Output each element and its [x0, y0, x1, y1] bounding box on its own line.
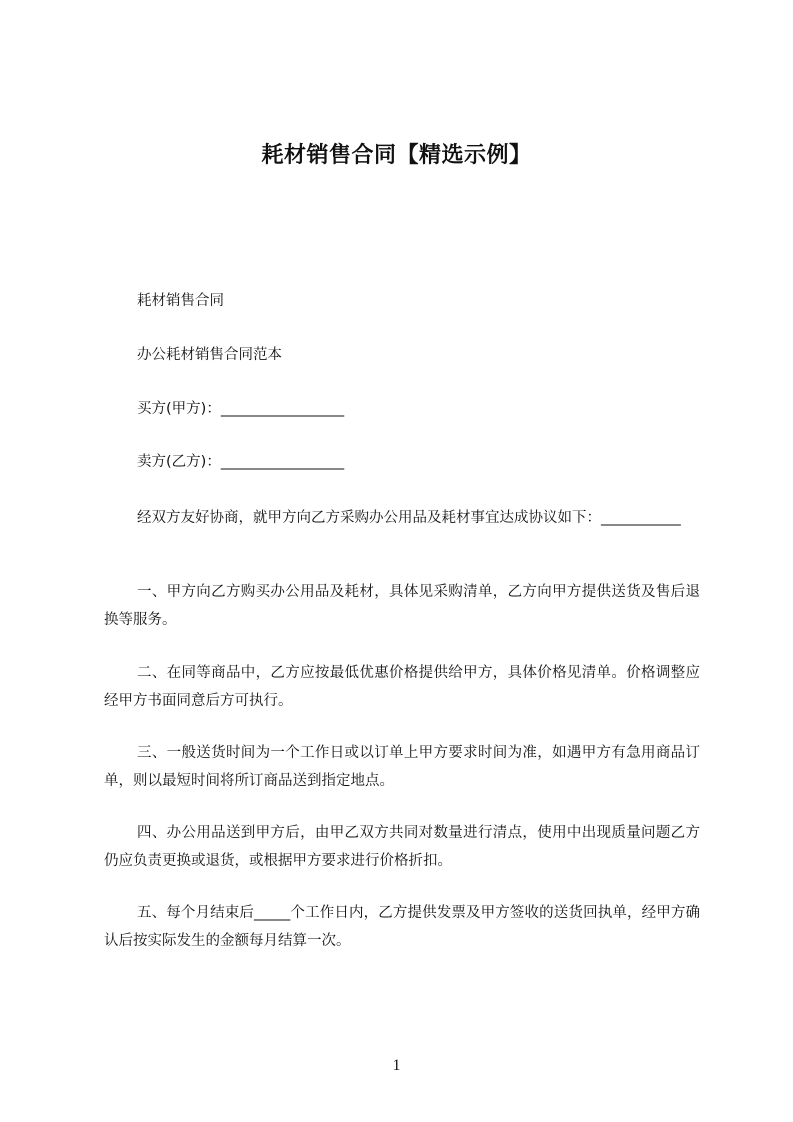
- document-title: 耗材销售合同【精选示例】: [261, 143, 532, 168]
- seller-party-line: 卖方(乙方)：_________________: [137, 454, 345, 470]
- clause-paragraph-5: 五、每个月结束后_____个工作日内，乙方提供发票及甲方签收的送货回执单，经甲方确认后按实际发生的金额每月结算一次。: [104, 905, 700, 949]
- clause-paragraph-1: 一、甲方向乙方购买办公用品及耗材，具体见采购清单，乙方向甲方提供送货及售后退换等服务。: [104, 584, 700, 628]
- buyer-party-line: 买方(甲方)：_________________: [137, 401, 345, 417]
- contract-heading-line: 耗材销售合同: [137, 293, 224, 309]
- clause-paragraph-4: 四、办公用品送到甲方后，由甲乙双方共同对数量进行清点，使用中出现质量问题乙方仍应负责更换或退货，或根据甲方要求进行价格折扣。: [104, 825, 700, 869]
- contract-subtitle-line: 办公耗材销售合同范本: [137, 347, 282, 363]
- clause-paragraph-3: 三、一般送货时间为一个工作日或以订单上甲方要求时间为准，如遇甲方有急用商品订单，则以最短时间将所订商品送到指定地点。: [104, 745, 700, 789]
- clause-paragraph-2: 二、在同等商品中，乙方应按最低优惠价格提供给甲方，具体价格见清单。价格调整应经甲方书面同意后方可执行。: [104, 665, 700, 709]
- intro-paragraph: 经双方友好协商，就甲方向乙方采购办公用品及耗材事宜达成协议如下：___________: [137, 510, 681, 526]
- page-number: 1: [392, 1057, 401, 1074]
